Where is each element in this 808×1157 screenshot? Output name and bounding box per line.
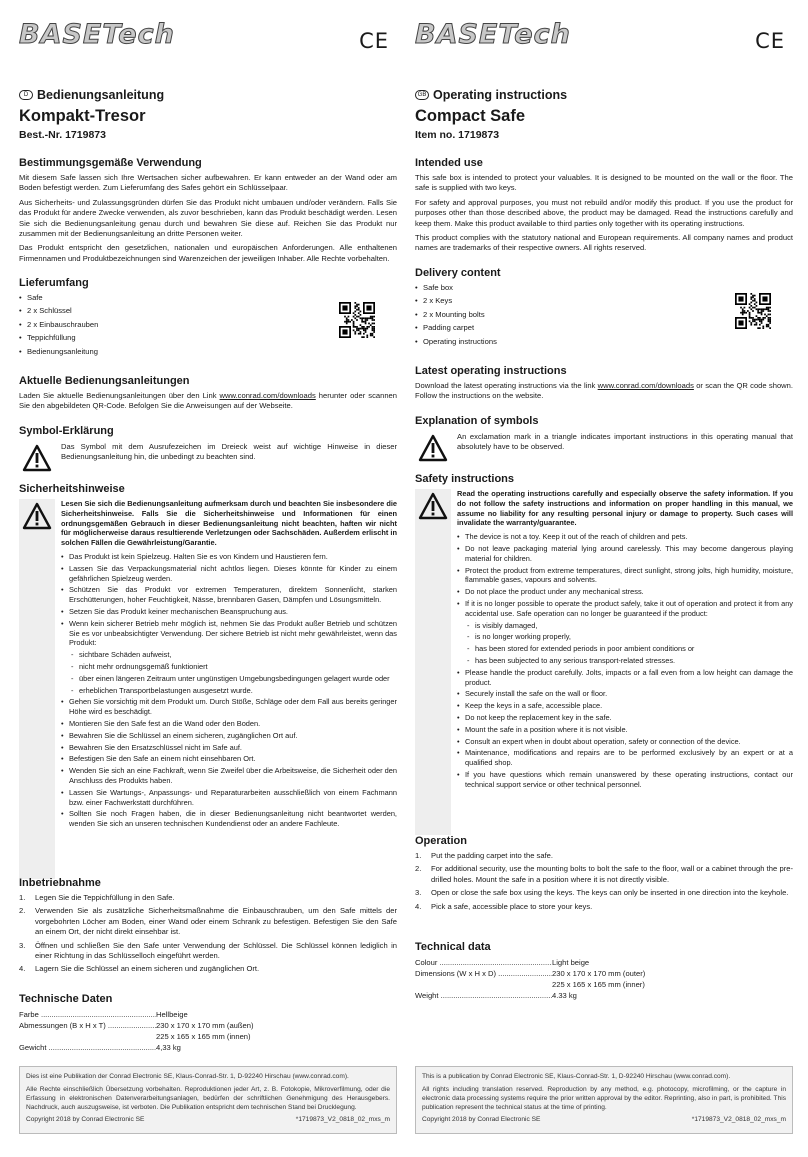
section-heading: Aktuelle Bedienungsanleitungen bbox=[19, 375, 190, 387]
page-title: Compact Safe bbox=[415, 107, 526, 125]
safety-section bbox=[19, 482, 397, 831]
section-heading: Safety instructions bbox=[415, 473, 515, 485]
qr-code-icon[interactable] bbox=[735, 293, 771, 329]
step-item bbox=[415, 888, 793, 898]
footer-text: This is a publication by Conrad Electronic SE, Klaus-Conrad-Str. 1, D-92240 Hirschau (www.conrad.com). bbox=[422, 1073, 731, 1080]
language-badge: D bbox=[19, 90, 33, 100]
paragraph: This product complies with the statutory national and European requirements. All company names and product names are trademarks of their respective owners. All rights reserved. bbox=[415, 233, 793, 253]
footer-text: Dies ist eine Publikation der Conrad Electronic SE, Klaus-Conrad-Str. 1, D-92240 Hirschau (www.conrad.com). bbox=[26, 1073, 349, 1080]
section-heading: Technische Daten bbox=[19, 993, 113, 1005]
tech-key bbox=[415, 979, 552, 990]
paragraph bbox=[415, 381, 793, 402]
safety-sidebar bbox=[19, 499, 55, 879]
section-heading: Operation bbox=[415, 835, 467, 847]
step-text: For additional security, use the mounting bolts to bolt the safe to the floor, wall or a cabinet through the pre-drilled holes. Mount the safe in a position where it is not directly visible. bbox=[431, 864, 793, 884]
item-number: Best.-Nr. 1719873 bbox=[19, 129, 106, 141]
list-item: • Lassen Sie Wartungs-, Anpassungs- und Reparaturarbeiten ausschließlich von einem Fachmann bzw. einer Fachwerkstatt durchführen. bbox=[61, 788, 397, 808]
operation-section bbox=[19, 876, 397, 978]
list-item: • Do not place the product under any mechanical stress. bbox=[457, 587, 793, 597]
safety-content bbox=[19, 499, 397, 829]
list-item: • Das Produkt ist kein Spielzeug. Halten Sie es von Kindern und Haustieren fern. bbox=[61, 552, 397, 562]
text: or scan the QR code shown. Follow the instructions on the website. bbox=[415, 381, 793, 401]
downloads-link[interactable]: www.conrad.com/downloads bbox=[219, 391, 316, 400]
safety-intro: Read the operating instructions carefully and especially observe the safety information. If you do not follow the safety instructions and information on proper handling in this manual, we assume no liability for any resulting personal injury or damage to property. Such cases will invalidate the warranty/guarantee. bbox=[457, 489, 793, 528]
page-title: Kompakt-Tresor bbox=[19, 107, 146, 125]
list-item: • If you have questions which remain unanswered by these operating instructions, contact our technical support service or other technical personnel. bbox=[457, 770, 793, 790]
section-heading: Delivery content bbox=[415, 267, 501, 279]
tech-data-section bbox=[19, 992, 397, 1053]
tech-key: Gewicht ..... bbox=[19, 1042, 156, 1053]
safety-body bbox=[415, 489, 793, 790]
step-item bbox=[415, 902, 793, 912]
operation-steps bbox=[19, 893, 397, 975]
text: Laden Sie aktuelle Bedienungsanleitungen über den Link bbox=[19, 391, 220, 400]
symbols-section bbox=[415, 414, 793, 457]
list-item: • If it is no longer possible to operate the product safely, take it out of operation and protect it from any accidental use. Safe operation can no longer be guaranteed if the product: bbox=[457, 599, 793, 619]
tech-data-section bbox=[415, 940, 793, 1001]
tech-value: 4,33 kg bbox=[156, 1043, 181, 1052]
step-item bbox=[415, 851, 793, 861]
section-heading: Sicherheitshinweise bbox=[19, 483, 125, 495]
step-number: 1. bbox=[19, 893, 26, 902]
section-heading: Latest operating instructions bbox=[415, 365, 567, 377]
list-item: • Padding carpet bbox=[415, 323, 793, 333]
warning-triangle-icon bbox=[418, 492, 448, 520]
paragraph: Das Symbol mit dem Ausrufezeichen im Dreieck weist auf wichtige Hinweise in dieser Bedienungsanleitung hin, die unbedingt zu beachten sind. bbox=[61, 442, 397, 462]
downloads-link[interactable]: www.conrad.com/downloads bbox=[597, 381, 694, 390]
list-item: • Do not keep the replacement key in the safe. bbox=[457, 713, 793, 723]
text: Download the latest operating instructions via the link bbox=[415, 381, 598, 390]
document-code: *1719873_V2_0818_02_mxs_m bbox=[691, 1116, 786, 1123]
step-text: Open or close the safe box using the keys. The keys can only be inserted in one direction into the keyhole. bbox=[431, 888, 789, 898]
list-item: • 2 x Mounting bolts bbox=[415, 310, 793, 320]
symbols-section bbox=[19, 424, 397, 467]
step-number: 2. bbox=[415, 864, 422, 874]
section-heading: Inbetriebnahme bbox=[19, 877, 101, 889]
step-number: 3. bbox=[415, 888, 422, 898]
ce-mark: CE bbox=[755, 29, 785, 53]
list-item: • Wenden Sie sich an eine Fachkraft, wenn Sie Zweifel über die Arbeitsweise, die Sicherheit oder den Anschluss des Produkts haben. bbox=[61, 766, 397, 786]
section-heading: Intended use bbox=[415, 157, 483, 169]
tech-value: 225 x 165 x 165 mm (innen) bbox=[156, 1032, 251, 1041]
paragraph: An exclamation mark in a triangle indicates important instructions in this operating manual that absolutely have to be observed. bbox=[457, 432, 793, 452]
list-item: • Do not leave packaging material lying around carelessly. This may become dangerous playing material for children. bbox=[457, 544, 793, 564]
safety-list bbox=[61, 552, 397, 829]
language-label: Bedienungsanleitung bbox=[37, 88, 165, 102]
list-item: • The device is not a toy. Keep it out of the reach of children and pets. bbox=[457, 532, 793, 542]
tech-value: 230 x 170 x 170 mm (außen) bbox=[156, 1021, 254, 1030]
step-item bbox=[19, 906, 397, 937]
operation-steps bbox=[415, 851, 793, 912]
language-badge: GB bbox=[415, 90, 429, 100]
tech-row bbox=[19, 1009, 397, 1020]
list-subitem: - is visibly damaged, bbox=[457, 621, 793, 631]
list-item: • Schützen Sie das Produkt vor extremen Temperaturen, direktem Sonnenlicht, starken Erschütterungen, hoher Feuchtigkeit, Nässe, brennbaren Gasen, Dämpfen und Lösungsmitteln. bbox=[61, 585, 397, 605]
list-item: • Consult an expert when in doubt about operation, safety or connection of the device. bbox=[457, 737, 793, 747]
copyright: Copyright 2018 by Conrad Electronic SE bbox=[26, 1116, 145, 1123]
safety-body bbox=[19, 499, 397, 829]
paragraph: For safety and approval purposes, you must not rebuild and/or modify this product. If you use the product for purposes other than those described above, the product may be damaged. Read the instructions carefully and keep them. Make this product available to third parties only together with its operating instructions. bbox=[415, 197, 793, 228]
tech-value: Hellbeige bbox=[156, 1010, 188, 1019]
latest-instructions-section bbox=[415, 364, 793, 406]
step-item bbox=[19, 964, 397, 974]
language-label: Operating instructions bbox=[433, 88, 568, 102]
section-heading: Bestimmungsgemäße Verwendung bbox=[19, 157, 202, 169]
safety-content bbox=[415, 489, 793, 790]
list-item: • Montieren Sie den Safe fest an die Wand oder den Boden. bbox=[61, 719, 397, 729]
tech-row bbox=[415, 968, 793, 979]
list-item: • Setzen Sie das Produkt keiner mechanischen Beanspruchung aus. bbox=[61, 607, 397, 617]
intended-use-section bbox=[415, 156, 793, 258]
list-item: • Bewahren Sie die Schlüssel an einem sicheren, zugänglichen Ort auf. bbox=[61, 731, 397, 741]
list-item: • Gehen Sie vorsichtig mit dem Produkt um. Durch Stöße, Schläge oder dem Fall aus bereits geringer Höhe wird es beschädigt. bbox=[61, 697, 397, 717]
document-code: *1719873_V2_0818_02_mxs_m bbox=[295, 1116, 390, 1123]
list-item: • Wenn kein sicherer Betrieb mehr möglich ist, nehmen Sie das Produkt außer Betrieb und schützen Sie es vor unbeabsichtigter Verwendung. Der sichere Betrieb ist nicht mehr gewährleistet, wenn das Produkt: bbox=[61, 619, 397, 648]
warning-triangle-icon bbox=[22, 444, 52, 472]
list-item: • 2 x Schlüssel bbox=[19, 306, 397, 316]
ce-mark: CE bbox=[359, 29, 389, 53]
english-column bbox=[415, 0, 793, 1157]
step-number: 2. bbox=[19, 906, 26, 916]
tech-key bbox=[19, 1031, 156, 1042]
tech-row bbox=[415, 990, 793, 1001]
step-item bbox=[19, 893, 397, 903]
step-item bbox=[415, 864, 793, 885]
paragraph: Das Produkt entspricht den gesetzlichen, nationalen und europäischen Anforderungen. Alle enthaltenen Firmennamen und Produktbezeichnungen sind Warenzeichen der jeweiligen Inhaber. Alle Rechte vorbehalten. bbox=[19, 243, 397, 263]
step-item bbox=[19, 941, 397, 962]
step-text: Verwenden Sie als zusätzliche Sicherheitsmaßnahme die Einbauschrauben, um den Safe mittels der vorgebohrten Löcher am Boden, einer Wand oder einem Schrank zu befestigen. Befestigen Sie den Safe an einem Ort, der nicht direkt einsehbar ist. bbox=[35, 906, 397, 937]
item-number: Item no. 1719873 bbox=[415, 129, 500, 141]
step-number: 1. bbox=[415, 851, 422, 860]
qr-code-icon[interactable] bbox=[339, 302, 375, 338]
tech-key: Weight ..... bbox=[415, 990, 552, 1001]
tech-row bbox=[415, 957, 793, 968]
list-item: • Bewahren Sie den Ersatzschlüssel nicht im Safe auf. bbox=[61, 743, 397, 753]
list-item: • Maintenance, modifications and repairs are to be performed exclusively by an expert or at a qualified shop. bbox=[457, 748, 793, 768]
list-item: • Protect the product from extreme temperatures, direct sunlight, strong jolts, high humidity, moisture, flammable gases, vapours and solvents. bbox=[457, 566, 793, 586]
german-column bbox=[19, 0, 397, 1157]
step-number: 3. bbox=[19, 940, 26, 950]
step-text: Put the padding carpet into the safe. bbox=[431, 851, 554, 860]
safety-section bbox=[415, 472, 793, 792]
language-header bbox=[19, 87, 164, 103]
list-item: • Keep the keys in a safe, accessible place. bbox=[457, 701, 793, 711]
tech-value: 4.33 kg bbox=[552, 991, 577, 1000]
warning-triangle-icon bbox=[418, 434, 448, 462]
list-subitem: - erheblichen Transportbelastungen ausgesetzt wurde. bbox=[61, 686, 397, 696]
list-item: • Mount the safe in a position where it is not visible. bbox=[457, 725, 793, 735]
list-item: • Teppichfüllung bbox=[19, 333, 397, 343]
step-number: 4. bbox=[19, 964, 26, 974]
list-item: • Sollten Sie noch Fragen haben, die in dieser Bedienungsanleitung nicht beantwortet werden, wenden Sie sich an unseren technischen Kundendienst oder an andere Fachleute. bbox=[61, 809, 397, 829]
paragraph: Aus Sicherheits- und Zulassungsgründen dürfen Sie das Produkt nicht umbauen und/oder verändern. Falls Sie das Produkt für andere Zwecke verwenden, als zuvor beschrieben, kann das Produkt beschädigt werden. Lesen Sie sich die Bedienungsanleitung genau durch und bewahren Sie diese auf. Reichen Sie das Produkt nur zusammen mit der Bedienungsanleitung an dritte Personen weiter. bbox=[19, 197, 397, 239]
publisher-footer bbox=[415, 1066, 793, 1134]
paragraph bbox=[19, 391, 397, 412]
tech-value: 230 x 170 x 170 mm (outer) bbox=[552, 969, 646, 978]
publisher-footer bbox=[19, 1066, 397, 1134]
footer-bottom bbox=[26, 1116, 390, 1125]
footer-bottom bbox=[422, 1116, 786, 1125]
step-text: Legen Sie die Teppichfüllung in den Safe. bbox=[35, 893, 175, 902]
section-heading: Explanation of symbols bbox=[415, 415, 539, 427]
section-heading: Symbol-Erklärung bbox=[19, 425, 114, 437]
tech-key: Farbe ..... bbox=[19, 1009, 156, 1020]
footer-text: Alle Rechte einschließlich Übersetzung vorbehalten. Reproduktionen jeder Art, z. B. Fotokopie, Mikroverfilmung, oder die Erfassung in elektronischen Datenverarbeitungsanlagen, bedürfen der schriftlichen Genehmigung des Herausgebers. Nachdruck, auch auszugsweise, ist verboten. Die Publikation entspricht dem technischen Stand bei Drucklegung. bbox=[26, 1086, 390, 1111]
step-text: Lagern Sie die Schlüssel an einem sicheren und zugänglichen Ort. bbox=[35, 964, 260, 974]
list-item: • 2 x Keys bbox=[415, 296, 793, 306]
tech-row bbox=[19, 1031, 397, 1042]
tech-row bbox=[19, 1042, 397, 1053]
section-heading: Lieferumfang bbox=[19, 277, 89, 289]
warning-triangle-icon bbox=[22, 502, 52, 530]
tech-key: Dimensions (W x H x D) ..... bbox=[415, 968, 552, 979]
copyright: Copyright 2018 by Conrad Electronic SE bbox=[422, 1116, 541, 1123]
tech-key: Colour ..... bbox=[415, 957, 552, 968]
basetech-logo: BASETech bbox=[415, 19, 571, 50]
list-item: • Befestigen Sie den Safe an einem nicht einsehbaren Ort. bbox=[61, 754, 397, 764]
step-text: Pick a safe, accessible place to store your keys. bbox=[431, 901, 593, 911]
safety-sidebar bbox=[415, 489, 451, 835]
step-text: Öffnen und schließen Sie den Safe unter Verwendung der Schlüssel. Die Schlüssel können lediglich in einer Richtung in das Schlüsselloch eingeführt werden. bbox=[35, 940, 397, 961]
section-heading: Technical data bbox=[415, 941, 491, 953]
list-subitem: - has been subjected to any serious transport-related stresses. bbox=[457, 656, 793, 666]
text: herunter oder scannen Sie den abgebildeten QR-Code. Befolgen Sie die Anweisungen auf der Webseite. bbox=[19, 391, 397, 411]
language-header bbox=[415, 87, 567, 103]
list-item: • Bedienungsanleitung bbox=[19, 347, 397, 357]
paragraph: Mit diesem Safe lassen sich Ihre Wertsachen sicher aufbewahren. Er kann entweder an der Wand oder am Boden befestigt werden. Zum Lieferumfang des Safes gehört ein Schlüsselpaar. bbox=[19, 173, 397, 193]
step-number: 4. bbox=[415, 901, 422, 911]
tech-value: 225 x 165 x 165 mm (inner) bbox=[552, 980, 645, 989]
list-item: • 2 x Einbauschrauben bbox=[19, 320, 397, 330]
tech-row bbox=[415, 979, 793, 990]
paragraph: This safe box is intended to protect your valuables. It is designed to be mounted on the wall or the floor. The safe is supplied with two keys. bbox=[415, 173, 793, 193]
list-subitem: - über einen längeren Zeitraum unter ungünstigen Umgebungsbedingungen gelagert wurde oder bbox=[61, 674, 397, 684]
footer-text: All rights including translation reserved. Reproduction by any method, e.g. photocopy, microfilming, or the capture in electronic data processing systems require the prior written approval by the editor. Reprinting, also in part, is prohibited. This publication represent the technical status at the time of printing. bbox=[422, 1086, 786, 1111]
tech-value: Light beige bbox=[552, 958, 590, 967]
tech-row bbox=[19, 1020, 397, 1031]
list-item: • Operating instructions bbox=[415, 337, 793, 347]
list-item: • Lassen Sie das Verpackungsmaterial nicht achtlos liegen. Dieses könnte für Kinder zu einem gefährlichen Spielzeug werden. bbox=[61, 564, 397, 584]
latest-instructions-section bbox=[19, 374, 397, 416]
list-item: • Securely install the safe on the wall or floor. bbox=[457, 689, 793, 699]
list-subitem: - nicht mehr ordnungsgemäß funktioniert bbox=[61, 662, 397, 672]
safety-list bbox=[457, 532, 793, 789]
list-subitem: - sichtbare Schäden aufweist, bbox=[61, 650, 397, 660]
safety-intro: Lesen Sie sich die Bedienungsanleitung aufmerksam durch und beachten Sie insbesondere die Sicherheitshinweise. Falls Sie die Sicherheitshinweise und Informationen für einen ordnungsgemäßen Gebrauch in dieser Bedienungsanleitung nicht beachten, haften wir nicht für möglicherweise daraus resultierende Verletzungen oder Sachschäden. Außerdem erlischt in solchen Fällen die Gewährleistung/Garantie. bbox=[61, 499, 397, 548]
basetech-logo: BASETech bbox=[19, 19, 175, 50]
list-item: • Please handle the product carefully. Jolts, impacts or a fall even from a low height can damage the product. bbox=[457, 668, 793, 688]
tech-key: Abmessungen (B x H x T) ..... bbox=[19, 1020, 156, 1031]
operation-section bbox=[415, 834, 793, 915]
list-item: • Safe bbox=[19, 293, 397, 303]
list-item: • Safe box bbox=[415, 283, 793, 293]
list-subitem: - is no longer working properly, bbox=[457, 632, 793, 642]
intended-use-section bbox=[19, 156, 397, 268]
list-subitem: - has been stored for extended periods in poor ambient conditions or bbox=[457, 644, 793, 654]
